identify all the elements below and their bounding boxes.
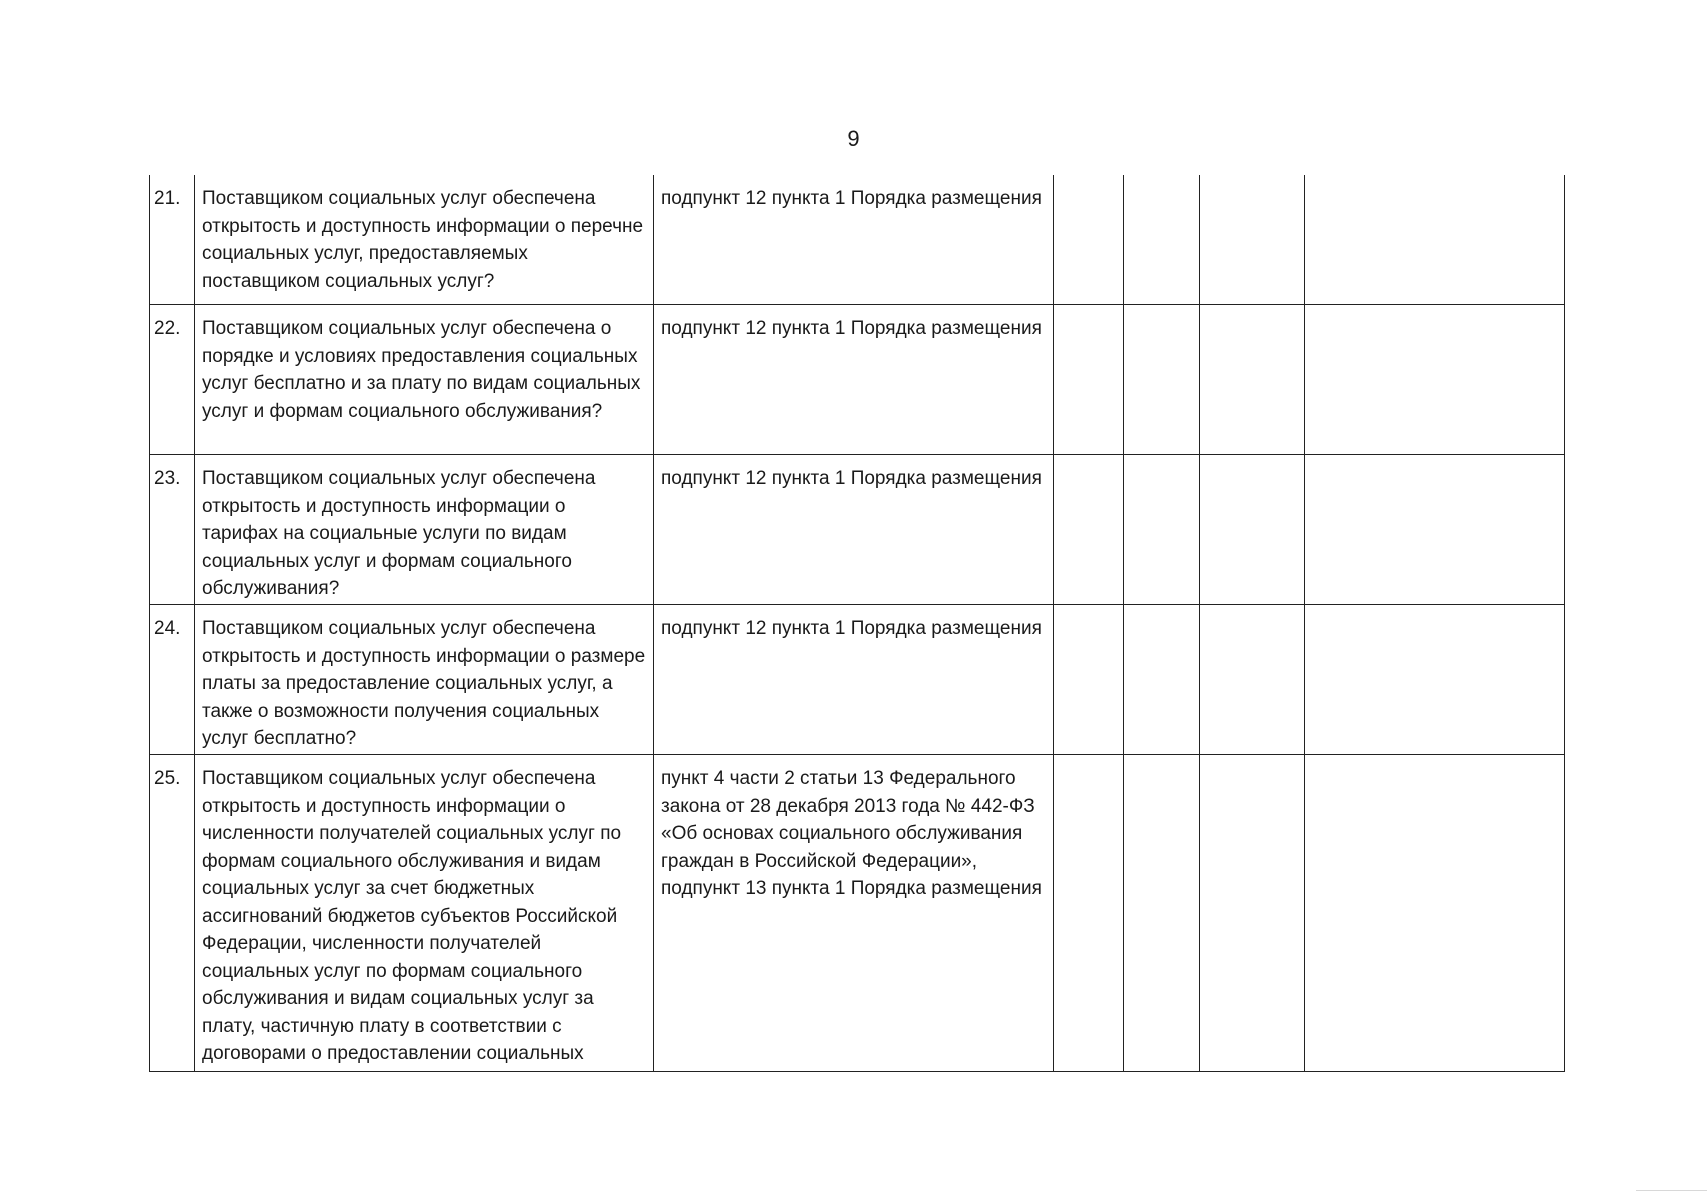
row-number: 21. xyxy=(150,175,195,305)
answer-yes-cell xyxy=(1054,755,1124,1072)
table-row xyxy=(150,605,1565,755)
table-row xyxy=(150,455,1565,605)
scan-edge-mark xyxy=(1636,1190,1707,1191)
answer-no-cell xyxy=(1124,175,1200,305)
question-cell: Поставщиком социальных услуг обеспечена открытость и доступность информации о размере платы за предоставление социальных услуг, а также о возможности получения социальных услуг бесплатно? xyxy=(195,605,654,755)
answer-yes-cell xyxy=(1054,455,1124,605)
answer-na-cell xyxy=(1200,605,1305,755)
table-row xyxy=(150,175,1565,305)
notes-cell xyxy=(1305,175,1565,305)
page-number: 9 xyxy=(847,126,860,151)
question-cell: Поставщиком социальных услуг обеспечена о порядке и условиях предоставления социальных услуг бесплатно и за плату по видам социальных услуг и формам социального обслуживания? xyxy=(195,305,654,455)
row-number: 23. xyxy=(150,455,195,605)
row-number: 24. xyxy=(150,605,195,755)
answer-no-cell xyxy=(1124,305,1200,455)
notes-cell xyxy=(1305,455,1565,605)
answer-no-cell xyxy=(1124,755,1200,1072)
question-cell: Поставщиком социальных услуг обеспечена открытость и доступность информации о тарифах на социальные услуги по видам социальных услуг и формам социального обслуживания? xyxy=(195,455,654,605)
row-number: 22. xyxy=(150,305,195,455)
reference-cell: пункт 4 части 2 статьи 13 Федерального закона от 28 декабря 2013 года № 442-ФЗ «Об основах социального обслуживания граждан в Российской Федерации», подпункт 13 пункта 1 Порядка размещения xyxy=(654,755,1054,1072)
answer-no-cell xyxy=(1124,455,1200,605)
notes-cell xyxy=(1305,755,1565,1072)
reference-cell: подпункт 12 пункта 1 Порядка размещения xyxy=(654,305,1054,455)
answer-na-cell xyxy=(1200,755,1305,1072)
notes-cell xyxy=(1305,305,1565,455)
answer-yes-cell xyxy=(1054,605,1124,755)
notes-cell xyxy=(1305,605,1565,755)
question-cell: Поставщиком социальных услуг обеспечена открытость и доступность информации о перечне социальных услуг, предоставляемых поставщиком социальных услуг? xyxy=(195,175,654,305)
answer-na-cell xyxy=(1200,305,1305,455)
answer-yes-cell xyxy=(1054,175,1124,305)
reference-cell: подпункт 12 пункта 1 Порядка размещения xyxy=(654,175,1054,305)
checklist-table xyxy=(149,175,1565,1072)
table-row xyxy=(150,305,1565,455)
answer-na-cell xyxy=(1200,175,1305,305)
table-row xyxy=(150,755,1565,1072)
reference-cell: подпункт 12 пункта 1 Порядка размещения xyxy=(654,605,1054,755)
row-number: 25. xyxy=(150,755,195,1072)
answer-no-cell xyxy=(1124,605,1200,755)
reference-cell: подпункт 12 пункта 1 Порядка размещения xyxy=(654,455,1054,605)
answer-yes-cell xyxy=(1054,305,1124,455)
question-cell: Поставщиком социальных услуг обеспечена открытость и доступность информации о численности получателей социальных услуг по формам социального обслуживания и видам социальных услуг за счет бюджетных ассигнований бюджетов субъектов Российской Федерации, численности получателей социальных услуг по формам социального обслуживания и видам социальных услуг за плату, частичную плату в соответствии с договорами о предоставлении социальных xyxy=(195,755,654,1072)
answer-na-cell xyxy=(1200,455,1305,605)
